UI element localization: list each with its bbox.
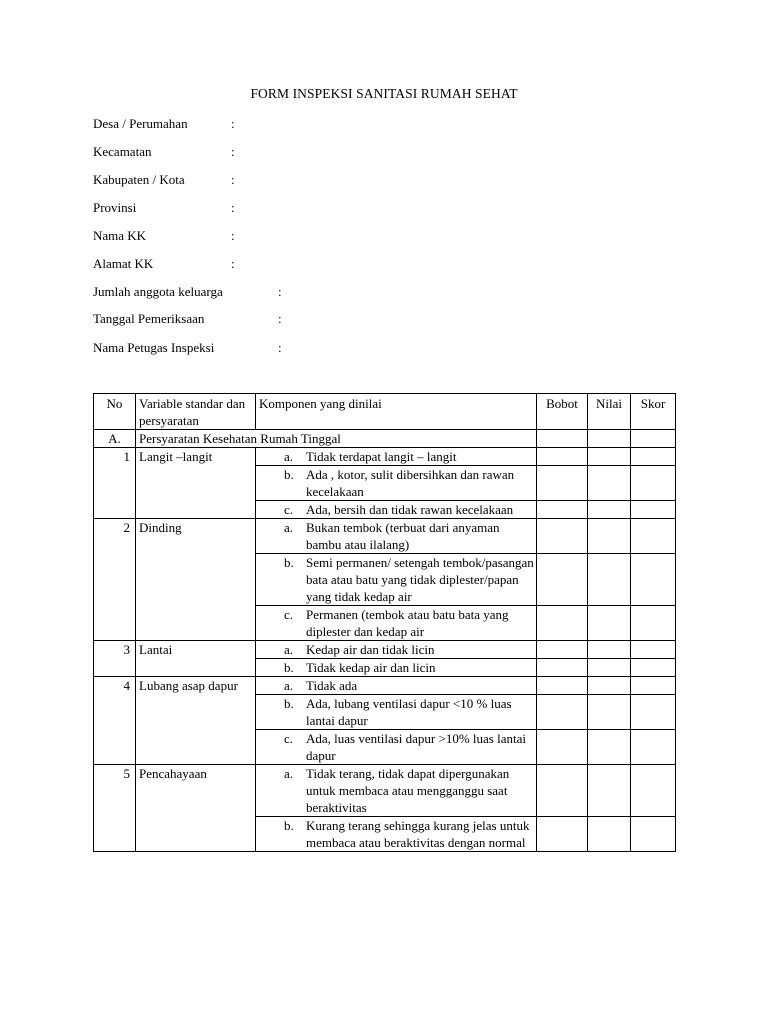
section-row [94, 430, 676, 448]
item-number: 4 [94, 677, 136, 765]
option-text: Tidak terang, tidak dapat dipergunakan untuk membaca atau mengganggu saat beraktivitas [306, 766, 510, 815]
bobot-cell [537, 519, 588, 554]
bobot-cell [537, 466, 588, 501]
bobot-cell [537, 641, 588, 659]
nilai-cell [588, 448, 631, 466]
item-number: 2 [94, 519, 136, 641]
field-row [93, 172, 235, 188]
item-variable: Lubang asap dapur [136, 677, 256, 765]
field-row [93, 284, 282, 300]
item-number: 1 [94, 448, 136, 519]
table-row [94, 448, 676, 466]
nilai-cell [588, 466, 631, 501]
nilai-cell [588, 695, 631, 730]
field-colon: : [231, 116, 235, 131]
nilai-cell [588, 641, 631, 659]
item-variable: Lantai [136, 641, 256, 677]
option-text: Semi permanen/ setengah tembok/pasangan bata atau batu yang tidak diplester/papan yang tidak kedap air [306, 555, 534, 604]
option-text: Tidak kedap air dan licin [306, 660, 436, 675]
skor-cell [631, 730, 676, 765]
nilai-cell [588, 430, 631, 448]
skor-cell [631, 817, 676, 852]
component-option [256, 765, 537, 817]
field-label: Tanggal Pemeriksaan [93, 311, 205, 326]
skor-cell [631, 448, 676, 466]
component-option [256, 466, 537, 501]
field-label: Nama Petugas Inspeksi [93, 340, 215, 355]
skor-cell [631, 695, 676, 730]
field-colon: : [278, 311, 282, 326]
option-letter: a. [284, 520, 294, 535]
header-no: No [94, 394, 136, 430]
bobot-cell [537, 448, 588, 466]
component-option [256, 519, 537, 554]
bobot-cell [537, 730, 588, 765]
skor-cell [631, 554, 676, 606]
field-colon: : [231, 172, 235, 187]
component-option [256, 448, 537, 466]
table-row [94, 765, 676, 817]
section-no: A. [94, 430, 136, 448]
skor-cell [631, 677, 676, 695]
table-row [94, 519, 676, 554]
item-number: 3 [94, 641, 136, 677]
field-label: Kabupaten / Kota [93, 172, 185, 187]
field-row [93, 116, 235, 132]
option-letter: a. [284, 449, 294, 464]
section-title: Persyaratan Kesehatan Rumah Tinggal [136, 430, 537, 448]
skor-cell [631, 641, 676, 659]
item-number: 5 [94, 765, 136, 852]
header-nilai: Nilai [588, 394, 631, 430]
bobot-cell [537, 606, 588, 641]
skor-cell [631, 501, 676, 519]
nilai-cell [588, 519, 631, 554]
bobot-cell [537, 817, 588, 852]
field-colon: : [231, 200, 235, 215]
component-option [256, 730, 537, 765]
component-option [256, 677, 537, 695]
field-colon: : [278, 284, 282, 299]
header-variable: Variable standar dan persyaratan [136, 394, 256, 430]
bobot-cell [537, 659, 588, 677]
field-row [93, 200, 235, 216]
option-letter: b. [284, 660, 294, 675]
field-label: Jumlah anggota keluarga [93, 284, 223, 299]
field-colon: : [278, 340, 282, 355]
option-letter: b. [284, 696, 294, 711]
option-letter: c. [284, 607, 294, 622]
field-row [93, 256, 235, 272]
option-letter: a. [284, 678, 294, 693]
option-text: Ada, luas ventilasi dapur >10% luas lantai dapur [306, 731, 526, 763]
nilai-cell [588, 677, 631, 695]
inspection-table [93, 393, 676, 852]
field-label: Nama KK [93, 228, 147, 243]
option-letter: c. [284, 502, 294, 517]
option-text: Tidak terdapat langit – langit [306, 449, 457, 464]
skor-cell [631, 519, 676, 554]
skor-cell [631, 430, 676, 448]
header-komponen: Komponen yang dinilai [256, 394, 537, 430]
component-option [256, 501, 537, 519]
nilai-cell [588, 554, 631, 606]
nilai-cell [588, 765, 631, 817]
component-option [256, 659, 537, 677]
table-row [94, 641, 676, 659]
option-letter: b. [284, 818, 294, 833]
field-row [93, 340, 282, 356]
option-text: Ada, bersih dan tidak rawan kecelakaan [306, 502, 514, 517]
option-text: Kurang terang sehingga kurang jelas untuk membaca atau beraktivitas dengan normal [306, 818, 530, 850]
bobot-cell [537, 554, 588, 606]
field-row [93, 311, 282, 327]
option-letter: b. [284, 555, 294, 570]
item-variable: Langit –langit [136, 448, 256, 519]
bobot-cell [537, 501, 588, 519]
page-title: FORM INSPEKSI SANITASI RUMAH SEHAT [250, 86, 518, 101]
field-row [93, 144, 235, 160]
bobot-cell [537, 765, 588, 817]
skor-cell [631, 606, 676, 641]
component-option [256, 606, 537, 641]
nilai-cell [588, 730, 631, 765]
header-skor: Skor [631, 394, 676, 430]
option-text: Bukan tembok (terbuat dari anyaman bambu atau ilalang) [306, 520, 500, 552]
option-letter: a. [284, 766, 294, 781]
skor-cell [631, 659, 676, 677]
header-bobot: Bobot [537, 394, 588, 430]
field-label: Desa / Perumahan [93, 116, 188, 131]
component-option [256, 554, 537, 606]
bobot-cell [537, 677, 588, 695]
field-label: Alamat KK [93, 256, 154, 271]
item-variable: Dinding [136, 519, 256, 641]
nilai-cell [588, 659, 631, 677]
nilai-cell [588, 606, 631, 641]
option-letter: b. [284, 467, 294, 482]
nilai-cell [588, 817, 631, 852]
option-letter: c. [284, 731, 294, 746]
nilai-cell [588, 501, 631, 519]
option-letter: a. [284, 642, 294, 657]
option-text: Ada, lubang ventilasi dapur <10 % luas lantai dapur [306, 696, 512, 728]
field-label: Kecamatan [93, 144, 152, 159]
field-row [93, 228, 235, 244]
field-label: Provinsi [93, 200, 137, 215]
field-colon: : [231, 256, 235, 271]
bobot-cell [537, 430, 588, 448]
option-text: Permanen (tembok atau batu bata yang diplester dan kedap air [306, 607, 509, 639]
table-header-row [94, 394, 676, 430]
option-text: Tidak ada [306, 678, 358, 693]
component-option [256, 641, 537, 659]
table-row [94, 677, 676, 695]
skor-cell [631, 466, 676, 501]
component-option [256, 817, 537, 852]
skor-cell [631, 765, 676, 817]
bobot-cell [537, 695, 588, 730]
field-colon: : [231, 144, 235, 159]
option-text: Kedap air dan tidak licin [306, 642, 435, 657]
option-text: Ada , kotor, sulit dibersihkan dan rawan kecelakaan [306, 467, 515, 499]
field-colon: : [231, 228, 235, 243]
item-variable: Pencahayaan [136, 765, 256, 852]
component-option [256, 695, 537, 730]
